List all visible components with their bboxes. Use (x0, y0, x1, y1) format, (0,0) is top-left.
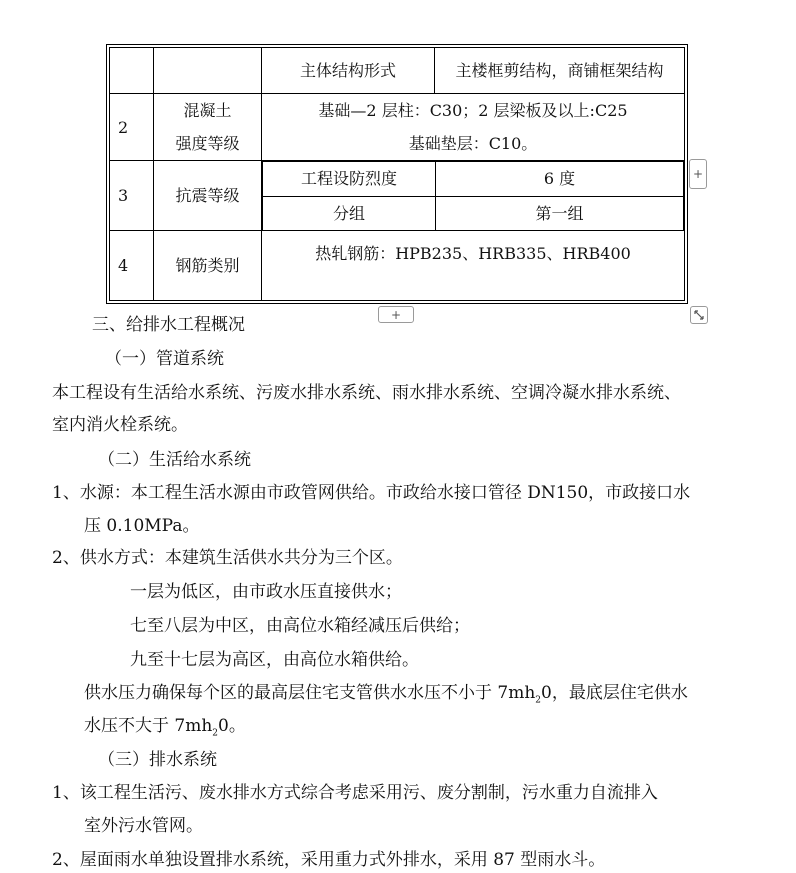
item-cell[interactable] (154, 94, 262, 161)
list-item-continuation: 压 0.10MPa。 (84, 516, 200, 536)
table-row (110, 231, 685, 301)
subsection-heading: （二）生活给水系统 (98, 450, 251, 470)
spec-table-grid (109, 47, 685, 301)
spec-table (106, 44, 688, 304)
item-cell[interactable] (154, 48, 262, 94)
value-cell[interactable]: 主楼框剪结构，商铺框架结构 (435, 48, 685, 94)
table-row (110, 94, 685, 161)
value-cell[interactable]: 热轧钢筋：HPB235、HRB335、HRB400 (262, 231, 685, 301)
value-line: 基础垫层：C10。 (408, 134, 538, 153)
list-item: 1、水源：本工程生活水源由市政管网供给。市政给水接口管径 DN150，市政接口水 (52, 483, 691, 503)
paragraph-line: 本工程设有生活给水系统、污废水排水系统、雨水排水系统、空调冷凝水排水系统、 (52, 383, 681, 403)
zone-line: 七至八层为中区，由高位水箱经减压后供给； (130, 616, 470, 636)
add-column-button[interactable]: + (689, 159, 707, 189)
resize-icon[interactable] (690, 306, 708, 324)
seismic-subcell (262, 161, 685, 231)
subscript: 2 (212, 728, 219, 739)
value-line: 基础—2 层柱：C30；2 层梁板及以上:C25 (318, 101, 628, 120)
row-number-cell[interactable]: 4 (110, 231, 154, 301)
item-line: 混凝土 (183, 101, 232, 120)
subsection-heading: （一）管道系统 (105, 349, 224, 369)
zone-line: 一层为低区，由市政水压直接供水； (130, 582, 402, 602)
value-cell[interactable]: 6 度 (436, 162, 684, 197)
label-cell[interactable]: 主体结构形式 (262, 48, 435, 94)
subscript: 2 (535, 695, 542, 706)
subsection-heading: （三）排水系统 (98, 750, 217, 770)
pressure-text: 0，最底层住宅供水 (541, 683, 688, 703)
item-cell[interactable]: 抗震等级 (154, 161, 262, 231)
list-item-continuation: 室外污水管网。 (84, 816, 203, 836)
pressure-text: 0。 (218, 716, 246, 736)
row-number-cell[interactable]: 2 (110, 94, 154, 161)
resize-arrow-icon (693, 309, 705, 321)
list-item: 2、供水方式：本建筑生活供水共分为三个区。 (52, 548, 403, 568)
add-row-button[interactable]: + (378, 306, 414, 323)
row-number-cell[interactable] (110, 48, 154, 94)
list-item: 1、该工程生活污、废水排水方式综合考虑采用污、废分割制，污水重力自流排入 (52, 783, 658, 803)
zone-line: 九至十七层为高区，由高位水箱供给。 (130, 650, 419, 670)
item-cell[interactable]: 钢筋类别 (154, 231, 262, 301)
pressure-text: 水压不大于 7mh (84, 716, 213, 736)
label-cell[interactable]: 分组 (263, 196, 436, 230)
paragraph-line: 室内消火栓系统。 (52, 415, 188, 435)
value-cell[interactable] (262, 94, 685, 161)
item-line: 强度等级 (175, 134, 240, 153)
label-cell[interactable]: 工程设防烈度 (263, 162, 436, 197)
value-cell[interactable]: 第一组 (436, 196, 684, 230)
list-item: 2、屋面雨水单独设置排水系统，采用重力式外排水，采用 87 型雨水斗。 (52, 850, 606, 870)
section-heading: 三、给排水工程概况 (92, 315, 245, 335)
seismic-subtable (262, 161, 684, 230)
table-row (110, 48, 685, 94)
pressure-text: 供水压力确保每个区的最高层住宅支管供水水压不小于 7mh (84, 683, 536, 703)
pressure-line (84, 715, 246, 744)
pressure-line (84, 682, 688, 711)
row-number-cell[interactable]: 3 (110, 161, 154, 231)
table-row (110, 161, 685, 231)
